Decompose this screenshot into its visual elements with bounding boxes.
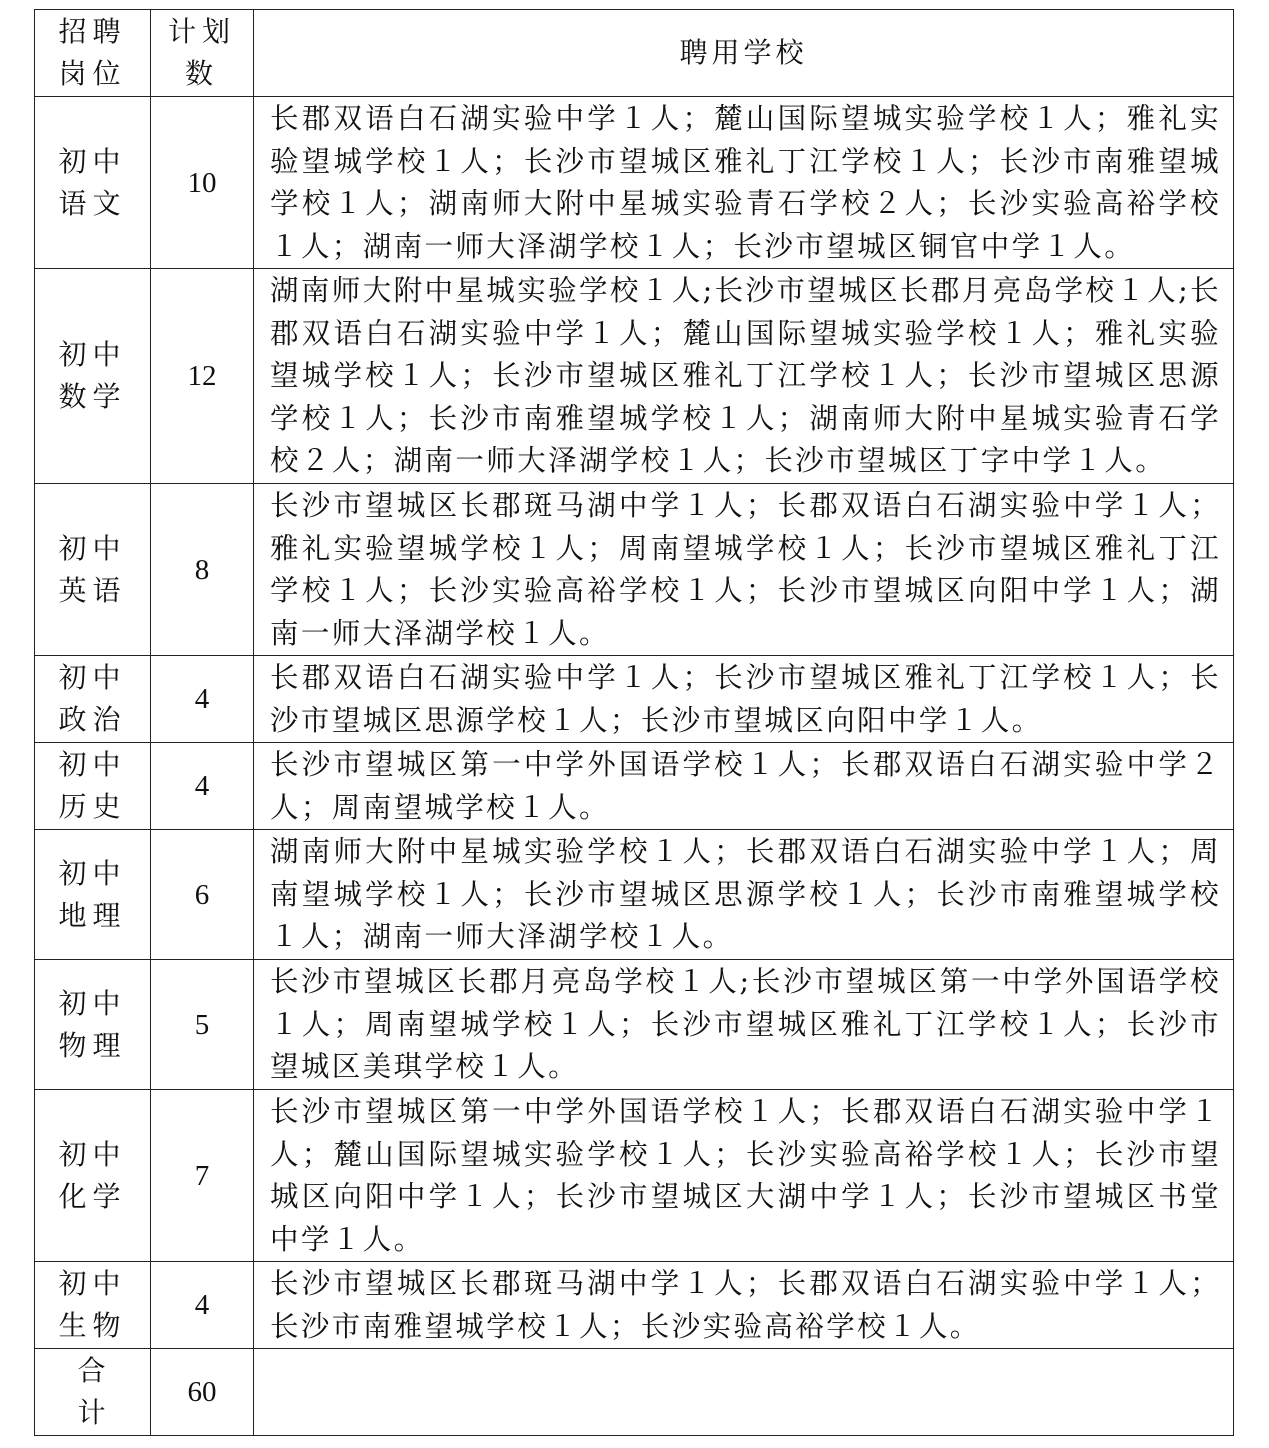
position-text: 初中数学 [58, 338, 127, 413]
table-row [35, 830, 1234, 960]
table-row [35, 97, 1234, 269]
count-cell: 8 [151, 484, 254, 656]
position-cell [35, 743, 151, 830]
header-schools-text: 聘用学校 [679, 36, 808, 69]
schools-cell [254, 960, 1234, 1090]
position-text: 初中政治 [58, 661, 127, 736]
count-cell: 4 [151, 656, 254, 743]
position-text: 初中地理 [58, 856, 127, 932]
recruitment-table [34, 9, 1234, 1436]
position-cell [35, 484, 151, 656]
position-cell [35, 1262, 151, 1349]
schools-text: 长沙市望城区长郡斑马湖中学１人；长郡双语白石湖实验中学１人；长沙市南雅望城学校１人；长沙实验高裕学校１人。 [270, 1267, 1221, 1343]
schools-text: 长沙市望城区长郡斑马湖中学１人；长郡双语白石湖实验中学１人；雅礼实验望城学校１人；周南望城学校１人；长沙市望城区雅礼丁江学校１人；长沙实验高裕学校１人；长沙市望城区向阳中学１人；湖南一师大泽湖学校１人。 [270, 489, 1221, 650]
position-cell [35, 960, 151, 1090]
count-cell: 4 [151, 743, 254, 830]
count-cell: 4 [151, 1262, 254, 1349]
header-position [35, 10, 151, 97]
position-text: 初中语文 [58, 144, 127, 220]
schools-text: 湖南师大附中星城实验学校１人；长郡双语白石湖实验中学１人；周南望城学校１人；长沙市望城区思源学校１人；长沙市南雅望城学校１人；湖南一师大泽湖学校１人。 [270, 835, 1221, 953]
table-row [35, 743, 1234, 830]
position-text: 初中化学 [58, 1137, 127, 1213]
position-text: 初中生物 [58, 1267, 127, 1342]
table-header-row [35, 10, 1234, 97]
schools-cell [254, 743, 1234, 830]
total-row [35, 1349, 1234, 1436]
position-cell [35, 656, 151, 743]
position-text: 初中物理 [58, 986, 127, 1062]
count-cell: 12 [151, 269, 254, 484]
schools-cell [254, 1090, 1234, 1262]
schools-text: 长沙市望城区长郡月亮岛学校１人;长沙市望城区第一中学外国语学校１人；周南望城学校１人；长沙市望城区雅礼丁江学校１人；长沙市望城区美琪学校１人。 [270, 965, 1221, 1083]
schools-text: 长郡双语白石湖实验中学１人；麓山国际望城实验学校１人；雅礼实验望城学校１人；长沙市望城区雅礼丁江学校１人；长沙市南雅望城学校１人；湖南师大附中星城实验青石学校２人；长沙实验高裕学校１人；湖南一师大泽湖学校１人；长沙市望城区铜官中学１人。 [270, 102, 1221, 263]
total-label-text: 合计 [77, 1354, 112, 1429]
position-cell [35, 1090, 151, 1262]
position-text: 初中英语 [58, 531, 127, 607]
total-count-cell: 60 [151, 1349, 254, 1436]
count-cell: 6 [151, 830, 254, 960]
schools-cell [254, 656, 1234, 743]
table-row [35, 656, 1234, 743]
header-position-text: 招聘岗位 [58, 15, 127, 90]
header-count [151, 10, 254, 97]
table-row [35, 269, 1234, 484]
total-label-cell [35, 1349, 151, 1436]
schools-text: 长沙市望城区第一中学外国语学校１人；长郡双语白石湖实验中学１人；麓山国际望城实验学校１人；长沙实验高裕学校１人；长沙市望城区向阳中学１人；长沙市望城区大湖中学１人；长沙市望城区书堂中学１人。 [270, 1095, 1221, 1256]
schools-cell [254, 269, 1234, 484]
table-row [35, 484, 1234, 656]
position-text: 初中历史 [58, 748, 127, 823]
position-cell [35, 97, 151, 269]
position-cell [35, 269, 151, 484]
header-count-text: 计划数 [167, 15, 236, 90]
table-row [35, 1262, 1234, 1349]
table-row [35, 960, 1234, 1090]
count-cell: 10 [151, 97, 254, 269]
schools-text: 长郡双语白石湖实验中学１人；长沙市望城区雅礼丁江学校１人；长沙市望城区思源学校１人；长沙市望城区向阳中学１人。 [270, 661, 1221, 737]
total-schools-cell [254, 1349, 1234, 1436]
position-cell [35, 830, 151, 960]
schools-text: 湖南师大附中星城实验学校１人;长沙市望城区长郡月亮岛学校１人;长郡双语白石湖实验中学１人；麓山国际望城实验学校１人；雅礼实验望城学校１人；长沙市望城区雅礼丁江学校１人；长沙市望城区思源学校１人；长沙市南雅望城学校１人；湖南师大附中星城实验青石学校２人；湖南一师大泽湖学校１人；长沙市望城区丁字中学１人。 [270, 274, 1222, 477]
schools-text: 长沙市望城区第一中学外国语学校１人；长郡双语白石湖实验中学２人；周南望城学校１人。 [270, 748, 1221, 824]
schools-cell [254, 1262, 1234, 1349]
schools-cell [254, 97, 1234, 269]
schools-cell [254, 830, 1234, 960]
count-cell: 5 [151, 960, 254, 1090]
schools-cell [254, 484, 1234, 656]
header-schools [254, 10, 1234, 97]
count-cell: 7 [151, 1090, 254, 1262]
table-row [35, 1090, 1234, 1262]
